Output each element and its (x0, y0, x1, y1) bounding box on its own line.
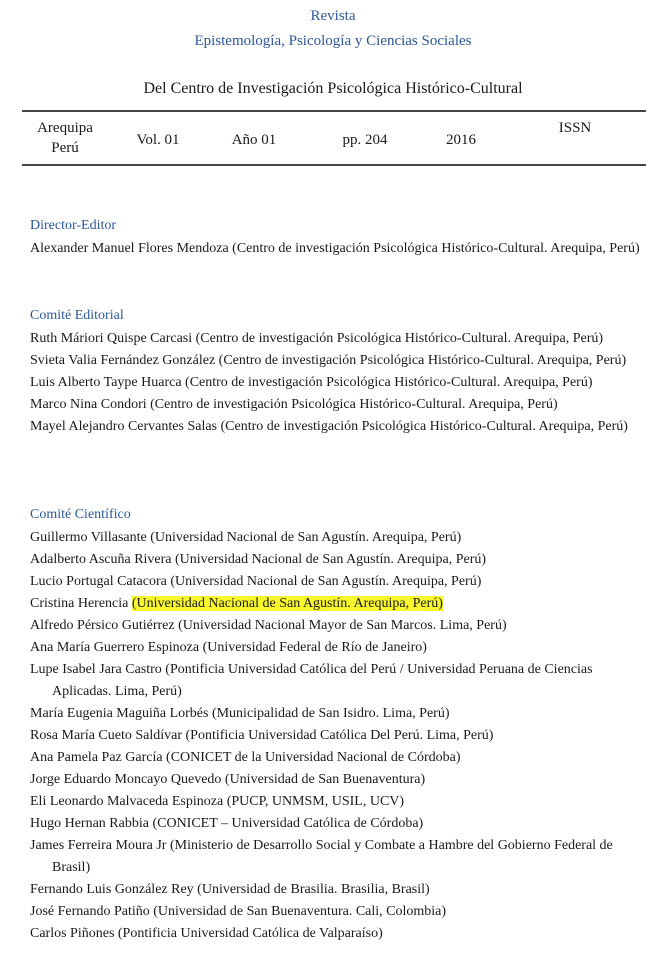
member-entry: Ana Pamela Paz García (CONICET de la Universidad Nacional de Córdoba) (30, 750, 461, 765)
member-name: Cristina Herencia (30, 596, 132, 611)
highlighted-affiliation: (Universidad Nacional de San Agustín. Arequipa, Perú) (131, 596, 443, 611)
member-entry: Svieta Valia Fernández González (Centro de investigación Psicológica Histórico-Cultural. Arequipa, Perú) (30, 353, 627, 368)
top-rule (22, 110, 646, 112)
member-entry: Carlos Piñones (Pontificia Universidad Católica de Valparaíso) (30, 926, 383, 941)
meta-year: 2016 (446, 132, 476, 148)
scientific-section (30, 504, 650, 945)
meta-location (30, 118, 100, 158)
member-entry: Rosa María Cueto Saldívar (Pontificia Universidad Católica Del Perú. Lima, Perú) (30, 728, 494, 743)
member-entry: James Ferreira Moura Jr (Ministerio de Desarrollo Social y Combate a Hambre del Gobierno Federal de Brasil) (30, 838, 613, 875)
meta-volume: Vol. 01 (136, 132, 180, 148)
section-title: Comité Científico (30, 507, 131, 522)
member-entry: Jorge Eduardo Moncayo Quevedo (Universidad de San Buenaventura) (30, 772, 426, 787)
member-entry: Ruth Máriori Quispe Carcasi (Centro de investigación Psicológica Histórico-Cultural. Arequipa, Perú) (30, 331, 604, 346)
member-entry: Ana María Guerrero Espinoza (Universidad Federal de Río de Janeiro) (30, 640, 427, 655)
journal-title: Epistemología, Psicología y Ciencias Sociales (194, 33, 472, 49)
meta-city: Arequipa (37, 120, 93, 136)
journal-label: Revista (310, 8, 356, 24)
member-entry-highlighted (30, 593, 650, 615)
member-entry: José Fernando Patiño (Universidad de San Buenaventura. Cali, Colombia) (30, 904, 447, 919)
meta-issn: ISSN (558, 120, 592, 136)
member-entry: Luis Alberto Taype Huarca (Centro de investigación Psicológica Histórico-Cultural. Arequipa, Perú) (30, 375, 593, 390)
journal-subtitle: Del Centro de Investigación Psicológica Histórico-Cultural (143, 80, 523, 97)
member-entry: Alexander Manuel Flores Mendoza (Centro de investigación Psicológica Histórico-Cultural. Arequipa, Perú) (30, 241, 640, 256)
bottom-rule (22, 164, 646, 166)
member-entry: Fernando Luis González Rey (Universidad de Brasilia. Brasilia, Brasil) (30, 882, 430, 897)
member-entry: Adalberto Ascuña Rivera (Universidad Nacional de San Agustín. Arequipa, Perú) (30, 552, 487, 567)
meta-pages: pp. 204 (342, 132, 388, 148)
member-entry: Lupe Isabel Jara Castro (Pontificia Universidad Católica del Perú / Universidad Peruana de Ciencias Aplicadas. Lima, Perú) (30, 662, 593, 699)
member-entry: Eli Leonardo Malvaceda Espinoza (PUCP, UNMSM, USIL, UCV) (30, 794, 405, 809)
section-title: Director-Editor (30, 218, 117, 233)
member-entry: Alfredo Pérsico Gutiérrez (Universidad Nacional Mayor de San Marcos. Lima, Perú) (30, 618, 507, 633)
member-entry: Hugo Hernan Rabbia (CONICET – Universidad Católica de Córdoba) (30, 816, 424, 831)
director-section (30, 215, 650, 260)
member-entry: María Eugenia Maguiña Lorbés (Municipalidad de San Isidro. Lima, Perú) (30, 706, 450, 721)
section-title: Comité Editorial (30, 308, 124, 323)
member-entry: Marco Nina Condori (Centro de investigación Psicológica Histórico-Cultural. Arequipa, Perú) (30, 397, 558, 412)
member-entry: Mayel Alejandro Cervantes Salas (Centro de investigación Psicológica Histórico-Cultural. Arequipa, Perú) (30, 419, 628, 434)
member-entry: Guillermo Villasante (Universidad Nacional de San Agustín. Arequipa, Perú) (30, 530, 462, 545)
member-entry: Lucio Portugal Catacora (Universidad Nacional de San Agustín. Arequipa, Perú) (30, 574, 482, 589)
meta-country: Perú (51, 140, 79, 156)
editorial-section (30, 305, 650, 438)
meta-issue-year: Año 01 (231, 132, 277, 148)
